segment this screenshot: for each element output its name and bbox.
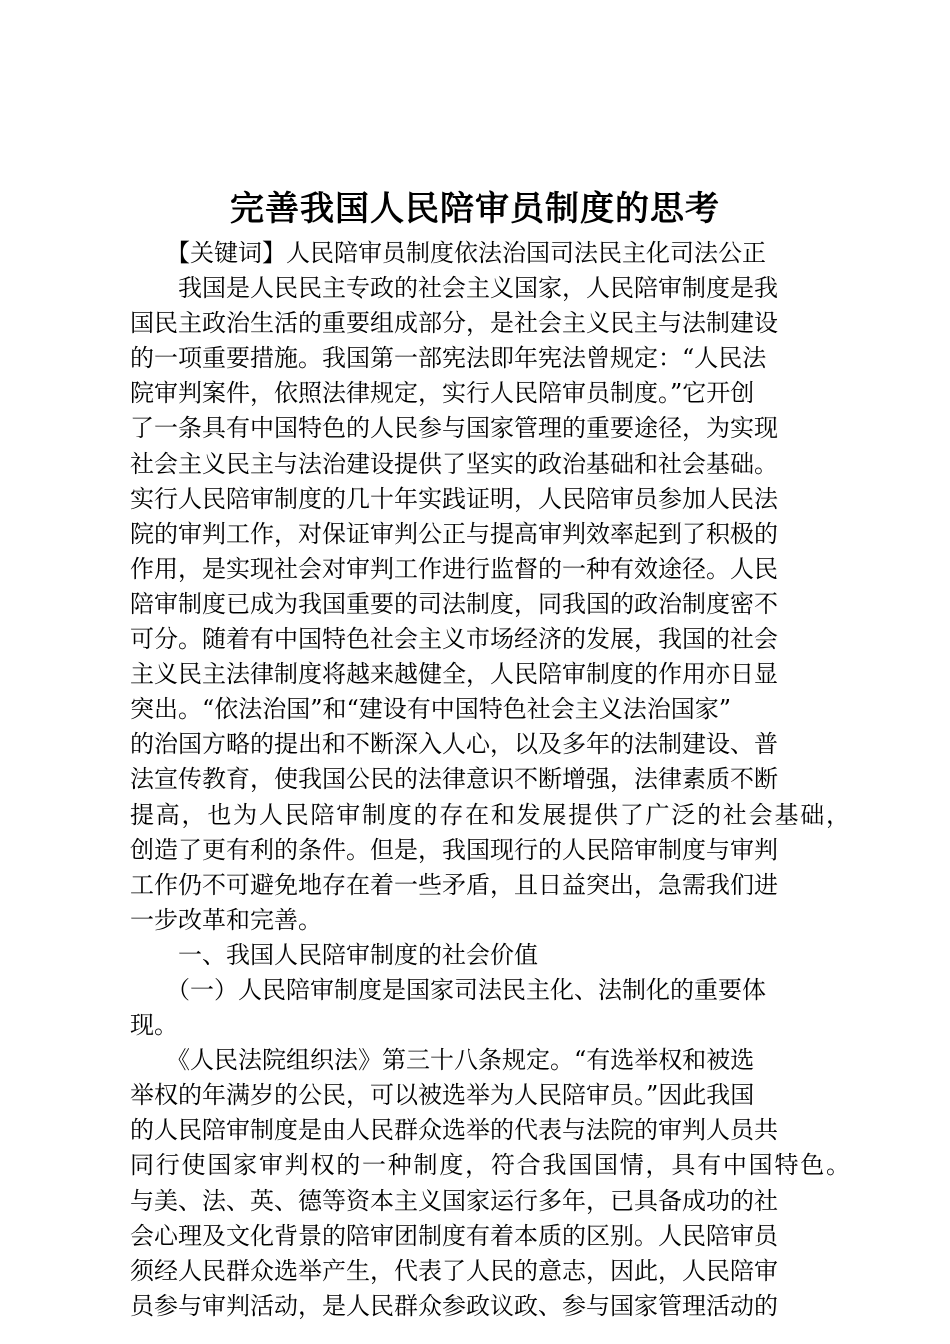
body-text-line: 同行使国家审判权的一种制度，符合我国国情，具有中国特色。: [130, 1151, 852, 1180]
body-text-line: 现。: [130, 1011, 178, 1040]
body-text-line: 突出。“依法治国”和“建设有中国特色社会主义法治国家”: [130, 695, 732, 724]
body-text-line: 陪审制度已成为我国重要的司法制度，同我国的政治制度密不: [130, 589, 778, 618]
body-text-line: 员参与审判活动，是人民群众参政议政、参与国家管理活动的: [130, 1291, 778, 1320]
body-text-line: 我国是人民民主专政的社会主义国家，人民陪审制度是我: [130, 274, 778, 303]
body-text-line: 作用，是实现社会对审判工作进行监督的一种有效途径。人民: [130, 554, 778, 583]
body-text-line: 主义民主法律制度将越来越健全，人民陪审制度的作用亦日显: [130, 660, 778, 689]
body-text-line: 《人民法院组织法》第三十八条规定。“有选举权和被选: [130, 1046, 755, 1075]
body-text-line: 一步改革和完善。: [130, 905, 322, 934]
body-text-line: 实行人民陪审制度的几十年实践证明，人民陪审员参加人民法: [130, 484, 778, 513]
body-text-line: （一）人民陪审制度是国家司法民主化、法制化的重要体: [130, 975, 766, 1004]
body-text-line: 【关键词】人民陪审员制度依法治国司法民主化司法公正: [130, 239, 766, 267]
body-text-line: 须经人民群众选举产生，代表了人民的意志，因此，人民陪审: [130, 1256, 778, 1285]
body-text-line: 提高，也为人民陪审制度的存在和发展提供了广泛的社会基础，: [130, 800, 852, 829]
body-text-line: 了一条具有中国特色的人民参与国家管理的重要途径，为实现: [130, 414, 778, 443]
body-text-line: 院审判案件，依照法律规定，实行人民陪审员制度。”它开创: [130, 379, 755, 408]
body-text-line: 的人民陪审制度是由人民群众选举的代表与法院的审判人员共: [130, 1116, 778, 1145]
body-text-line: 社会主义民主与法治建设提供了坚实的政治基础和社会基础。: [130, 449, 778, 478]
body-text-line: 院的审判工作，对保证审判公正与提高审判效率起到了积极的: [130, 519, 778, 548]
body-text-line: 法宣传教育，使我国公民的法律意识不断增强，法律素质不断: [130, 765, 778, 794]
body-text-line: 会心理及文化背景的陪审团制度有着本质的区别。人民陪审员: [130, 1221, 778, 1250]
document-title: 完善我国人民陪审员制度的思考: [230, 189, 720, 229]
body-text-line: 的治国方略的提出和不断深入人心，以及多年的法制建设、普: [130, 730, 778, 759]
body-text-line: 的一项重要措施。我国第一部宪法即年宪法曾规定：“人民法: [130, 344, 767, 373]
document-body: [130, 236, 850, 1324]
body-text-line: 可分。随着有中国特色社会主义市场经济的发展，我国的社会: [130, 625, 778, 654]
body-text-line: 一、我国人民陪审制度的社会价值: [130, 940, 538, 969]
body-text-line: 工作仍不可避免地存在着一些矛盾，且日益突出，急需我们进: [130, 870, 778, 899]
body-text-line: 创造了更有利的条件。但是，我国现行的人民陪审制度与审判: [130, 835, 778, 864]
body-text-line: 国民主政治生活的重要组成部分，是社会主义民主与法制建设: [130, 309, 778, 338]
body-text-line: 举权的年满岁的公民，可以被选举为人民陪审员。”因此我国: [130, 1081, 755, 1110]
body-text-line: 与美、法、英、德等资本主义国家运行多年，已具备成功的社: [130, 1186, 778, 1215]
